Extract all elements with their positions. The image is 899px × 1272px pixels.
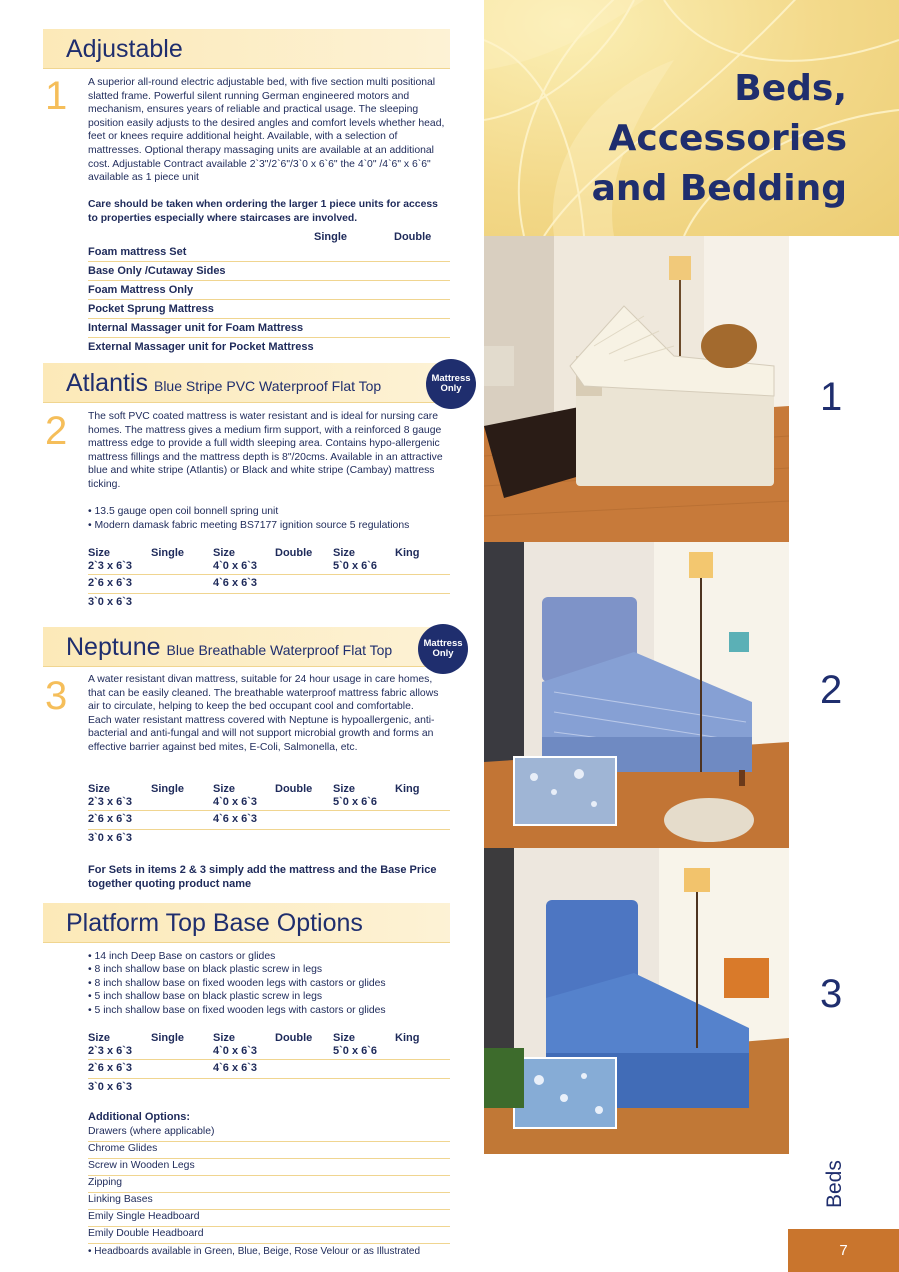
size-table: Size Single Size Double Size King 2`3 x 6`3 4`0 x 6`3 5`0 x 6`6 2`6 x 6`3 4`6 x 6`3 3`0 x 6`3 xyxy=(88,1032,450,1098)
adjustable-care-note: Care should be taken when ordering the larger 1 piece units for access to properties especially where staircases are involved. xyxy=(88,199,438,224)
page-number: 7 xyxy=(788,1229,899,1272)
table-row: 2`3 x 6`3 4`0 x 6`3 5`0 x 6`6 xyxy=(88,796,450,811)
atlantis-header xyxy=(43,363,450,403)
size-table: Size Single Size Double Size King 2`3 x 6`3 4`0 x 6`3 5`0 x 6`6 2`6 x 6`3 4`6 x 6`3 3`0 x 6`3 xyxy=(88,783,450,849)
price-row: Base Only /Cutaway Sides xyxy=(88,262,450,281)
neptune-bed-photo xyxy=(484,848,789,1154)
option-row: Linking Bases xyxy=(88,1191,450,1210)
headboards-note: • Headboards available in Green, Blue, Beige, Rose Velour or as Illustrated xyxy=(88,1246,421,1257)
side-number-2: 2 xyxy=(820,668,843,712)
adjustable-bed-photo xyxy=(484,236,789,542)
neptune-subtitle: Blue Breathable Waterproof Flat Top xyxy=(166,642,393,658)
adjustable-header xyxy=(43,29,450,69)
platform-title: Platform Top Base Options xyxy=(66,909,363,937)
platform-header xyxy=(43,903,450,943)
table-row: 2`6 x 6`3 4`6 x 6`3 xyxy=(88,1060,450,1079)
col-double-label: Double xyxy=(394,231,432,243)
option-row: Emily Double Headboard xyxy=(88,1225,450,1244)
neptune-description: A water resistant divan mattress, suitable for 24 hour usage in care homes, that can be easily cleaned. The breathable waterproof mattress fabric allows air to circulate, helping to keep the bed occupant cool and comfortable. Each water resistant mattress covered with Neptune is hypoallergenic, anti-bacterial and anti-fungal and will not support microbial growth and forms an effective barrier against bed mites, E-Coli, Salmonella, etc. xyxy=(88,674,439,753)
additional-options-title: Additional Options: xyxy=(88,1111,191,1123)
neptune-title: Neptune xyxy=(66,633,161,661)
side-number-1: 1 xyxy=(820,375,843,419)
table-row: 2`3 x 6`3 4`0 x 6`3 5`0 x 6`6 xyxy=(88,1045,450,1060)
size-table: Size Single Size Double Size King 2`3 x 6`3 4`0 x 6`3 5`0 x 6`6 2`6 x 6`3 4`6 x 6`3 3`0 x 6`3 xyxy=(88,547,450,613)
table-row: 3`0 x 6`3 xyxy=(88,1081,133,1093)
table-row: 2`6 x 6`3 4`6 x 6`3 xyxy=(88,575,450,594)
item-number-2: 2 xyxy=(45,409,68,453)
price-row: Foam Mattress Only xyxy=(88,281,450,300)
price-row: Internal Massager unit for Foam Mattress xyxy=(88,319,450,338)
option-row: Screw in Wooden Legs xyxy=(88,1157,450,1176)
price-row: Pocket Sprung Mattress xyxy=(88,300,450,319)
platform-bullet: • 5 inch shallow base on black plastic screw in legs xyxy=(88,991,323,1002)
table-row: 3`0 x 6`3 xyxy=(88,596,133,608)
price-row: External Massager unit for Pocket Mattress xyxy=(88,341,314,353)
adjustable-description: A superior all-round electric adjustable bed, with five section multi positional slatted frame. Powerful silent running German engineered motors and mechanism, ensures years of reliable and practical usage. The sleeping position easily adjusts to the desired angles and comfort levels whether head, feet or knees require additional height. Available, with a selection of mattresses. Optional therapy massaging units are available at an additional cost. Adjustable Contract available 2`3"/2`6"/3`0 x 6`6" the 4`0" /4`6" x 6`6" available as 1 piece unit xyxy=(88,77,445,184)
atlantis-bed-photo xyxy=(484,542,789,848)
atlantis-title: Atlantis xyxy=(66,369,148,397)
adjustable-title: Adjustable xyxy=(66,35,183,63)
atlantis-bullet: • Modern damask fabric meeting BS7177 ignition source 5 regulations xyxy=(88,520,410,531)
item-number-3: 3 xyxy=(45,674,68,718)
platform-bullet: • 5 inch shallow base on fixed wooden legs with castors or glides xyxy=(88,1005,386,1016)
hero-title: Beds, Accessories and Bedding xyxy=(591,68,847,209)
neptune-header xyxy=(43,627,450,667)
table-row: 2`6 x 6`3 4`6 x 6`3 xyxy=(88,811,450,830)
col-single-label: Single xyxy=(314,231,348,243)
table-row: 2`3 x 6`3 4`0 x 6`3 5`0 x 6`6 xyxy=(88,560,450,575)
atlantis-description: The soft PVC coated mattress is water resistant and is ideal for nursing care homes. The mattress gives a medium firm support, with a reinforced 8 gauge mattress edge to provide a full width sleeping area. Contains hypo-allergenic mattress fillings and the mattress depth is 8"/20cms. Available in an attractive blue and white stripe (Atlantis) or Black and white stripe (Cambay) mattress ticking. xyxy=(88,411,443,490)
option-row: Drawers (where applicable) xyxy=(88,1123,450,1142)
mattress-only-badge: Mattress Only xyxy=(418,624,468,674)
atlantis-bullet: • 13.5 gauge open coil bonnell spring unit xyxy=(88,506,279,517)
platform-bullet: • 14 inch Deep Base on castors or glides xyxy=(88,951,276,962)
platform-bullet: • 8 inch shallow base on black plastic screw in legs xyxy=(88,964,323,975)
item-number-1: 1 xyxy=(45,74,68,118)
atlantis-subtitle: Blue Stripe PVC Waterproof Flat Top xyxy=(153,378,382,394)
vertical-section-label: Beds xyxy=(823,1160,846,1208)
option-row: Emily Single Headboard xyxy=(88,1208,450,1227)
hero-banner xyxy=(484,0,899,236)
mattress-only-badge: Mattress Only xyxy=(426,359,476,409)
platform-bullet: • 8 inch shallow base on fixed wooden legs with castors or glides xyxy=(88,978,386,989)
side-number-3: 3 xyxy=(820,972,843,1016)
sets-note: For Sets in items 2 & 3 simply add the mattress and the Base Price together quoting product name xyxy=(88,864,437,890)
price-row: Foam mattress Set xyxy=(88,243,450,262)
option-row: Zipping xyxy=(88,1174,450,1193)
option-row: Chrome Glides xyxy=(88,1140,450,1159)
table-row: 3`0 x 6`3 xyxy=(88,832,133,844)
